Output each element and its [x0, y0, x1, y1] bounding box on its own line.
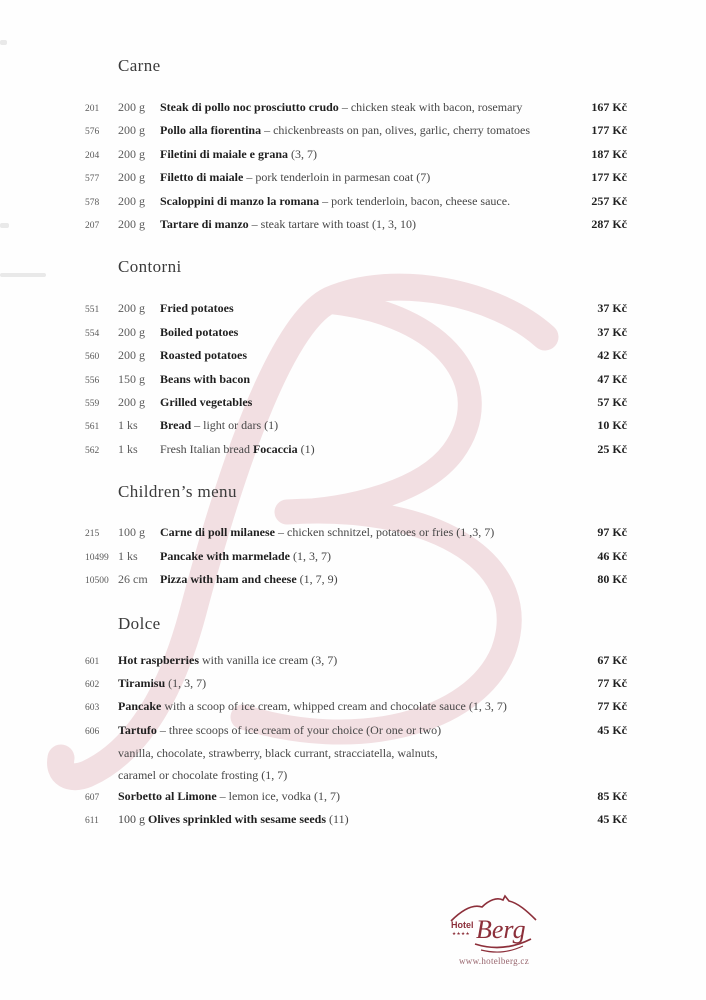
item-code: 602 [85, 679, 100, 690]
item-text [160, 298, 577, 319]
item-description: (1, 3, 7) [165, 675, 207, 690]
item-price: 42 Kč [597, 348, 627, 363]
item-name: Tartufo [118, 722, 157, 737]
item-text [118, 720, 577, 741]
item-name: Pizza with ham and cheese [160, 572, 297, 587]
item-weight: 200 g [118, 301, 145, 316]
menu-item-row [85, 392, 627, 415]
menu-item-row [85, 439, 627, 462]
item-weight: 200 g [118, 123, 145, 138]
section-title: Contorni [118, 257, 182, 277]
item-text [160, 415, 577, 436]
menu-item-row [85, 144, 627, 167]
item-price: 25 Kč [597, 441, 627, 456]
item-description: (1) [297, 441, 315, 456]
item-code: 554 [85, 328, 100, 339]
item-description: – pork tenderloin, bacon, cheese sauce. [319, 193, 511, 208]
item-name: Focaccia [252, 441, 298, 456]
item-price: 67 Kč [597, 652, 627, 667]
item-code: 611 [85, 816, 99, 827]
menu-section-list [0, 298, 706, 462]
menu-item-row [85, 322, 627, 345]
item-code: 204 [85, 150, 100, 161]
item-price: 167 Kč [591, 100, 627, 114]
item-price: 287 Kč [591, 217, 627, 232]
item-code: 562 [85, 445, 100, 456]
item-price: 177 Kč [591, 123, 627, 138]
item-name: Grilled vegetables [160, 395, 253, 410]
item-name: Beans with bacon [160, 371, 251, 386]
menu-item-row [85, 369, 627, 392]
item-weight: 200 g [118, 217, 145, 232]
item-text [118, 786, 577, 807]
item-name: Filetto di maiale [160, 170, 244, 185]
item-code: 578 [85, 197, 100, 208]
menu-item-row [85, 214, 627, 237]
item-code: 10499 [85, 552, 109, 563]
item-weight: 200 g [118, 170, 145, 185]
item-text [160, 522, 577, 543]
item-text [160, 439, 577, 460]
item-description: – steak tartare with toast (1, 3, 10) [248, 217, 416, 232]
item-text [118, 673, 577, 694]
item-price: 257 Kč [591, 193, 627, 208]
item-code: 559 [85, 399, 100, 410]
item-weight: 150 g [118, 371, 145, 386]
item-price: 187 Kč [591, 146, 627, 161]
item-description: (1, 3, 7) [289, 548, 331, 563]
item-text [160, 144, 577, 165]
menu-item-row [85, 546, 627, 569]
item-name: Boiled potatoes [160, 324, 239, 339]
menu-item-row [85, 120, 627, 143]
item-weight: 200 g [118, 395, 145, 410]
item-weight: 100 g [118, 525, 145, 540]
item-text [160, 569, 577, 590]
item-price: 37 Kč [597, 324, 627, 339]
item-text [118, 650, 577, 671]
menu-item-row [85, 650, 627, 673]
item-weight: 200 g [118, 100, 145, 114]
item-code: 551 [85, 305, 100, 316]
item-text [160, 392, 577, 413]
item-text [160, 167, 577, 188]
item-code: 607 [85, 792, 100, 803]
item-name: Pancake [118, 699, 162, 714]
menu-item-row [85, 569, 627, 592]
item-description: – pork tenderloin in parmesan coat (7) [243, 170, 431, 185]
item-code: 207 [85, 221, 100, 232]
item-code: 606 [85, 726, 100, 737]
item-description: – three scoops of ice cream of your choice (Or one or two) [156, 722, 442, 737]
item-price: 77 Kč [597, 699, 627, 714]
item-text [160, 120, 577, 141]
menu-item-row [85, 522, 627, 545]
item-name: Tiramisu [118, 675, 166, 690]
menu-item-row [85, 415, 627, 438]
item-price: 57 Kč [597, 395, 627, 410]
item-code: 215 [85, 529, 100, 540]
item-text [118, 809, 577, 830]
item-description-continued: caramel or chocolate frosting (1, 7) [118, 767, 288, 782]
item-name: Pollo alla fiorentina [160, 123, 262, 138]
website-url: www.hotelberg.cz [458, 956, 530, 966]
item-price: 45 Kč [597, 722, 627, 737]
item-description: (1, 7, 9) [296, 572, 338, 587]
menu-item-row [85, 97, 627, 120]
item-description: (11) [326, 812, 349, 827]
item-code: 576 [85, 127, 100, 138]
item-description: – chickenbreasts on pan, olives, garlic, cherry tomatoes [261, 123, 531, 138]
item-description: – lemon ice, vodka (1, 7) [216, 788, 340, 803]
section-title: Dolce [118, 613, 161, 633]
item-weight: 200 g [118, 324, 145, 339]
item-price: 37 Kč [597, 301, 627, 316]
item-price: 10 Kč [597, 418, 627, 433]
item-weight: 1 ks [118, 418, 138, 433]
item-weight: 200 g [118, 348, 145, 363]
item-name: Steak di pollo noc prosciutto crudo [160, 100, 339, 114]
hotel-berg-logo [446, 894, 542, 956]
item-weight: 26 cm [118, 572, 148, 587]
hotel-stars: ★★★★ [452, 932, 471, 937]
item-text [160, 191, 577, 212]
item-code: 561 [85, 422, 100, 433]
menu-item-row [85, 345, 627, 368]
menu-section-list [0, 522, 706, 592]
menu-item-row [85, 786, 627, 809]
item-text [160, 369, 577, 390]
item-text [160, 322, 577, 343]
menu-item-row [85, 809, 627, 832]
item-weight: 1 ks [118, 548, 138, 563]
item-price: 97 Kč [597, 525, 627, 540]
menu-section-list [0, 650, 706, 833]
item-text [160, 345, 577, 366]
item-description: (3, 7) [288, 146, 317, 161]
item-prefix: 100 g [118, 812, 148, 827]
item-prefix: Fresh Italian bread [160, 441, 253, 456]
item-price: 80 Kč [597, 572, 627, 587]
menu-item-row [85, 673, 627, 696]
item-weight: 200 g [118, 146, 145, 161]
item-code: 577 [85, 174, 100, 185]
item-name: Filetini di maiale e grana [160, 146, 288, 161]
menu-item-row [85, 191, 627, 214]
item-code: 201 [85, 104, 100, 114]
menu-item-row [85, 298, 627, 321]
item-description: with a scoop of ice cream, whipped cream and chocolate sauce (1, 3, 7) [161, 699, 507, 714]
menu-item-continuation-row [85, 743, 627, 764]
item-description: – light or dars (1) [191, 418, 279, 433]
item-name: Olives sprinkled with sesame seeds [148, 812, 327, 827]
menu-item-continuation-row [85, 765, 627, 786]
item-name: Sorbetto al Limone [118, 788, 217, 803]
item-code: 601 [85, 656, 100, 667]
item-name: Roasted potatoes [160, 348, 247, 363]
item-code: 560 [85, 352, 100, 363]
item-code: 10500 [85, 576, 109, 587]
berg-wordmark: Berg [476, 915, 526, 944]
item-name: Pancake with marmelade [160, 548, 290, 563]
item-code: 603 [85, 703, 100, 714]
item-name: Hot raspberries [118, 652, 199, 667]
item-price: 177 Kč [591, 170, 627, 185]
item-name: Scaloppini di manzo la romana [160, 193, 320, 208]
item-name: Tartare di manzo [160, 217, 249, 232]
item-weight: 1 ks [118, 441, 138, 456]
menu-item-row [85, 696, 627, 719]
item-price: 47 Kč [597, 371, 627, 386]
item-name: Carne di poll milanese [160, 525, 276, 540]
item-text [160, 546, 577, 567]
item-text [160, 214, 577, 235]
menu-section-list [0, 97, 706, 237]
item-description: with vanilla ice cream (3, 7) [198, 652, 338, 667]
item-text [160, 97, 577, 118]
item-text [118, 696, 577, 717]
menu-item-row [85, 167, 627, 190]
item-price: 77 Kč [597, 675, 627, 690]
hotel-label: Hotel [451, 920, 474, 930]
item-price: 45 Kč [597, 812, 627, 827]
section-title: Carne [118, 56, 161, 75]
item-code: 556 [85, 375, 100, 386]
item-description: – chicken steak with bacon, rosemary [338, 100, 523, 114]
item-description: – chicken schnitzel, potatoes or fries (1 ,3, 7) [275, 525, 495, 540]
item-price: 46 Kč [597, 548, 627, 563]
section-title: Children’s menu [118, 482, 237, 502]
item-name: Fried potatoes [160, 301, 234, 316]
item-description-continued: vanilla, chocolate, strawberry, black currant, stracciatella, walnuts, [118, 746, 438, 761]
menu-item-row [85, 720, 627, 743]
item-name: Bread [160, 418, 192, 433]
item-weight: 200 g [118, 193, 145, 208]
item-price: 85 Kč [597, 788, 627, 803]
